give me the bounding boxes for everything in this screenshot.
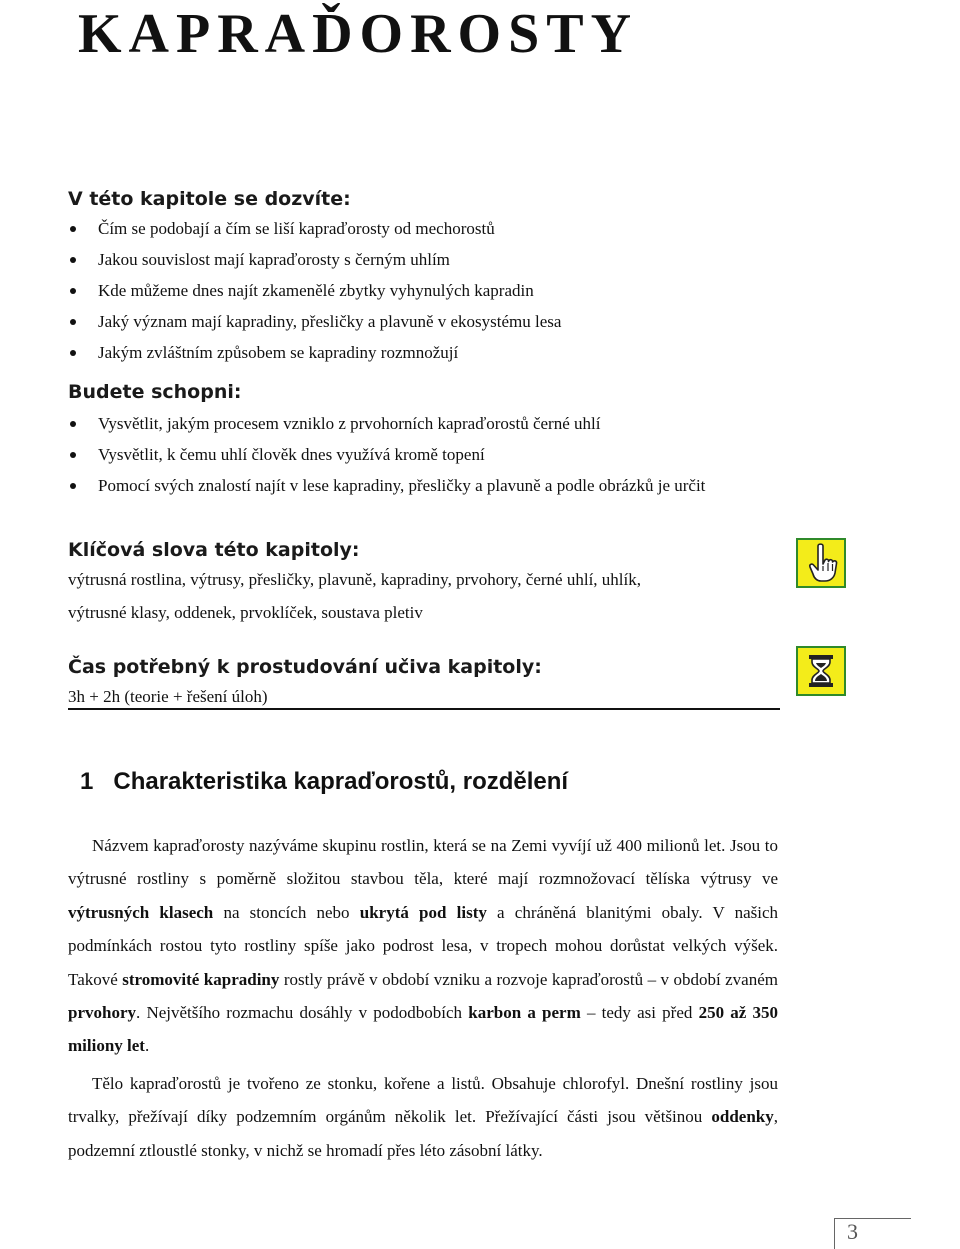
text-run: . (144, 1036, 150, 1056)
paragraph-1 (68, 829, 778, 1063)
chapter-heading (80, 768, 568, 796)
text-run: rostly právě v období vzniku a rozvoje kapraďorostů – v období zvaném (279, 969, 778, 989)
bold-term: karbon a perm (468, 1003, 581, 1023)
keywords-line-1: výtrusná rostlina, výtrusy, přesličky, plavuně, kapradiny, prvohory, černé uhlí, uhlík, (68, 570, 641, 589)
list-item: Čím se podobají a čím se liší kapraďorosty od mechorostů (68, 219, 788, 239)
text-run: a chráněná blanitými obaly. V našich podmínkách rostou tyto rostliny spíše jako podrost lesa, v tropech mohou dorůstat velkých výšek. Takové (68, 902, 779, 989)
divider (68, 708, 780, 710)
bold-term: 250 až 350 miliony let (68, 1003, 779, 1056)
keywords-heading: Klíčová slova této kapitoly: (68, 539, 360, 561)
list-item: Jakou souvislost mají kapraďorosty s černým uhlím (68, 250, 788, 270)
text-run: na stoncích nebo (213, 902, 360, 922)
list-item: Vysvětlit, k čemu uhlí člověk dnes využívá kromě topení (68, 445, 780, 465)
hourglass-icon (796, 646, 846, 696)
time-value: 3h + 2h (teorie + řešení úloh) (68, 687, 268, 706)
bold-term: výtrusných klasech (68, 902, 214, 922)
page-title: KAPRAĎOROSTY (78, 3, 639, 65)
paragraph-2 (68, 1067, 778, 1167)
time-heading: Čas potřebný k prostudování učiva kapitoly: (68, 656, 542, 678)
text-run: , podzemní ztloustlé stonky, v nichž se hromadí přes léto zásobní látky. (68, 1107, 778, 1160)
bold-term: stromovité kapradiny (122, 969, 280, 989)
text-run: Tělo kapraďorostů je tvořeno ze stonku, kořene a listů. Obsahuje chlorofyl. Dnešní rostliny jsou trvalky, přežívají díky podzemním orgánům několik let. Přežívající části jsou většinou (68, 1074, 778, 1127)
list-item: Vysvětlit, jakým procesem vzniklo z prvohorních kapraďorostů černé uhlí (68, 414, 780, 434)
pointing-finger-icon (796, 538, 846, 588)
page-number-box (834, 1218, 911, 1249)
text-run: – tedy asi před (580, 1003, 699, 1023)
list-item: Jaký význam mají kapradiny, přesličky a plavuně v ekosystému lesa (68, 312, 788, 332)
able-list (68, 414, 780, 496)
bold-term: ukrytá pod listy (359, 902, 487, 922)
list-item: Pomocí svých znalostí najít v lese kapradiny, přesličky a plavuně a podle obrázků je určit (68, 476, 780, 496)
chapter-title: Charakteristika kapraďorostů, rozdělení (113, 768, 569, 795)
text-run: Názvem kapraďorosty nazýváme skupinu rostlin, která se na Zemi vyvíjí už 400 milionů let. Jsou to výtrusné rostliny s poměrně složitou stavbou těla, které mají rozmnožovací tělíska výtrusy ve (68, 836, 778, 889)
text-run: . Největšího rozmachu dosáhly v pododbobích (136, 1003, 469, 1023)
learn-heading: V této kapitole se dozvíte: (68, 188, 351, 210)
chapter-number: 1 (80, 768, 94, 795)
keywords-line-2: výtrusné klasy, oddenek, prvoklíček, soustava pletiv (68, 603, 423, 622)
able-heading: Budete schopni: (68, 381, 242, 403)
learn-list (68, 219, 788, 363)
page-number: 3 (847, 1219, 858, 1244)
bold-term: prvohory (68, 1003, 136, 1023)
bold-term: oddenky (711, 1107, 774, 1127)
list-item: Jakým zvláštním způsobem se kapradiny rozmnožují (68, 343, 788, 363)
list-item: Kde můžeme dnes najít zkamenělé zbytky vyhynulých kapradin (68, 281, 788, 301)
